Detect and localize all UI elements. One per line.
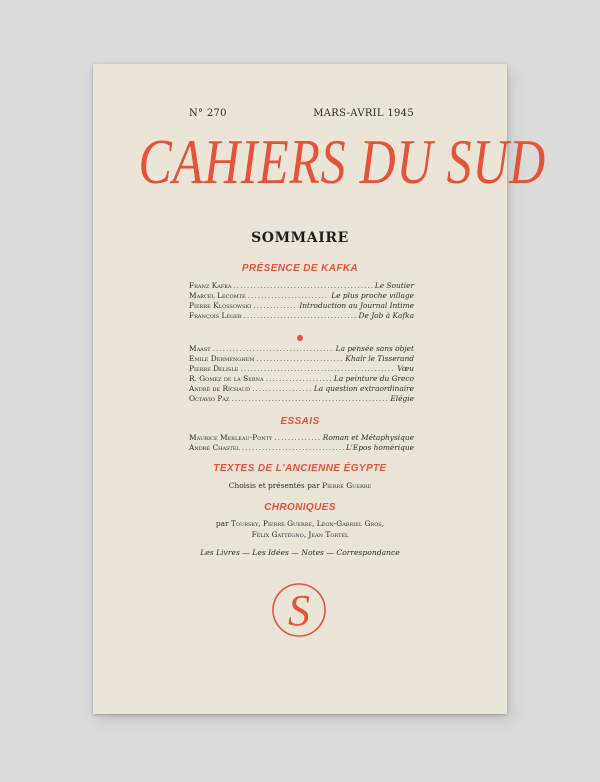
entry-title: L'Epos homérique (345, 443, 414, 452)
toc-entry (189, 443, 414, 453)
entry-title: Le Soutier (374, 281, 414, 290)
leader-dots (242, 443, 344, 453)
section-heading-egypte: TEXTES DE L'ANCIENNE ÉGYPTE (213, 463, 387, 474)
toc-entry (189, 281, 414, 291)
leader-dots (248, 291, 330, 301)
leader-dots (233, 281, 372, 291)
leader-dots (256, 354, 343, 364)
entry-title: Elégie (390, 394, 414, 403)
essais-entries (189, 433, 414, 453)
toc-entry (189, 364, 414, 374)
toc-entry (189, 291, 414, 301)
entry-author: André Chastel (189, 443, 240, 452)
leader-dots (213, 344, 334, 354)
entry-author: Pierre Klossowski (189, 301, 252, 310)
entry-title: De Job à Kafka (358, 311, 414, 320)
kafka-entries (189, 281, 414, 321)
entry-title: La peinture du Greco (333, 374, 414, 383)
other-entries (189, 344, 414, 404)
entry-author: Emile Dermenghem (189, 354, 255, 363)
issue-number: N° 270 (189, 108, 227, 119)
leader-dots (274, 433, 320, 443)
chroniques-line-2 (93, 530, 507, 539)
toc-entry (189, 374, 414, 384)
egypte-credit (93, 481, 507, 490)
toc-entry (189, 433, 414, 443)
chroniques-line-1 (93, 519, 507, 528)
entry-author: Marcel Lecomte (189, 291, 246, 300)
entry-author: Maast (189, 344, 211, 353)
chroniques-names-1: Toursky, Pierre Guerre, Léon-Gabriel Gros, (230, 519, 385, 528)
toc-entry (189, 394, 414, 404)
toc-entry (189, 344, 414, 354)
leader-dots (240, 364, 395, 374)
leader-dots (231, 394, 388, 404)
entry-title: Khaïr le Tisserand (345, 354, 414, 363)
entry-author: André de Richaud (189, 384, 251, 393)
entry-author: R. Gomez de la Serna (189, 374, 264, 383)
publisher-emblem-icon (270, 581, 328, 639)
egypte-credit-author: Pierre Guerre (322, 481, 372, 490)
emblem-letter: S (288, 586, 310, 635)
separator-bullet (297, 335, 303, 341)
chroniques-prefix: par (215, 519, 229, 528)
magazine-cover (93, 64, 546, 714)
footer-rubrics: Les Livres — Les Idées — Notes — Correspondance (200, 548, 400, 557)
entry-author: Pierre Delisle (189, 364, 239, 373)
leader-dots (266, 374, 332, 384)
chroniques-names-2: Félix Gattégno, Jean Tortel (251, 530, 349, 539)
leader-dots (253, 301, 297, 311)
entry-title: La pensée sans objet (335, 344, 414, 353)
entry-title: Le plus proche village (331, 291, 414, 300)
section-heading-kafka: PRÉSENCE DE KAFKA (241, 263, 359, 274)
toc-entry (189, 354, 414, 364)
toc-entry (189, 311, 414, 321)
entry-author: Maurice Merleau-Ponty (189, 433, 273, 442)
masthead-title: CAHIERS DU SUD (138, 126, 546, 197)
entry-title: Roman et Métaphysique (322, 433, 414, 442)
entry-title: Introduction au Journal Intime (299, 301, 414, 310)
entry-title: Vœu (397, 364, 414, 373)
entry-title: La question extraordinaire (313, 384, 414, 393)
sommaire-heading: SOMMAIRE (251, 230, 349, 246)
section-heading-chroniques: CHRONIQUES (264, 502, 336, 513)
section-heading-essais: ESSAIS (280, 416, 320, 427)
toc-entry (189, 301, 414, 311)
issue-date: MARS-AVRIL 1945 (313, 108, 414, 119)
egypte-credit-prefix: Choisis et présentés par (228, 481, 320, 490)
leader-dots (252, 384, 312, 394)
entry-author: François Léger (189, 311, 242, 320)
entry-author: Franz Kafka (189, 281, 232, 290)
leader-dots (244, 311, 357, 321)
toc-entry (189, 384, 414, 394)
entry-author: Octavio Paz (189, 394, 230, 403)
